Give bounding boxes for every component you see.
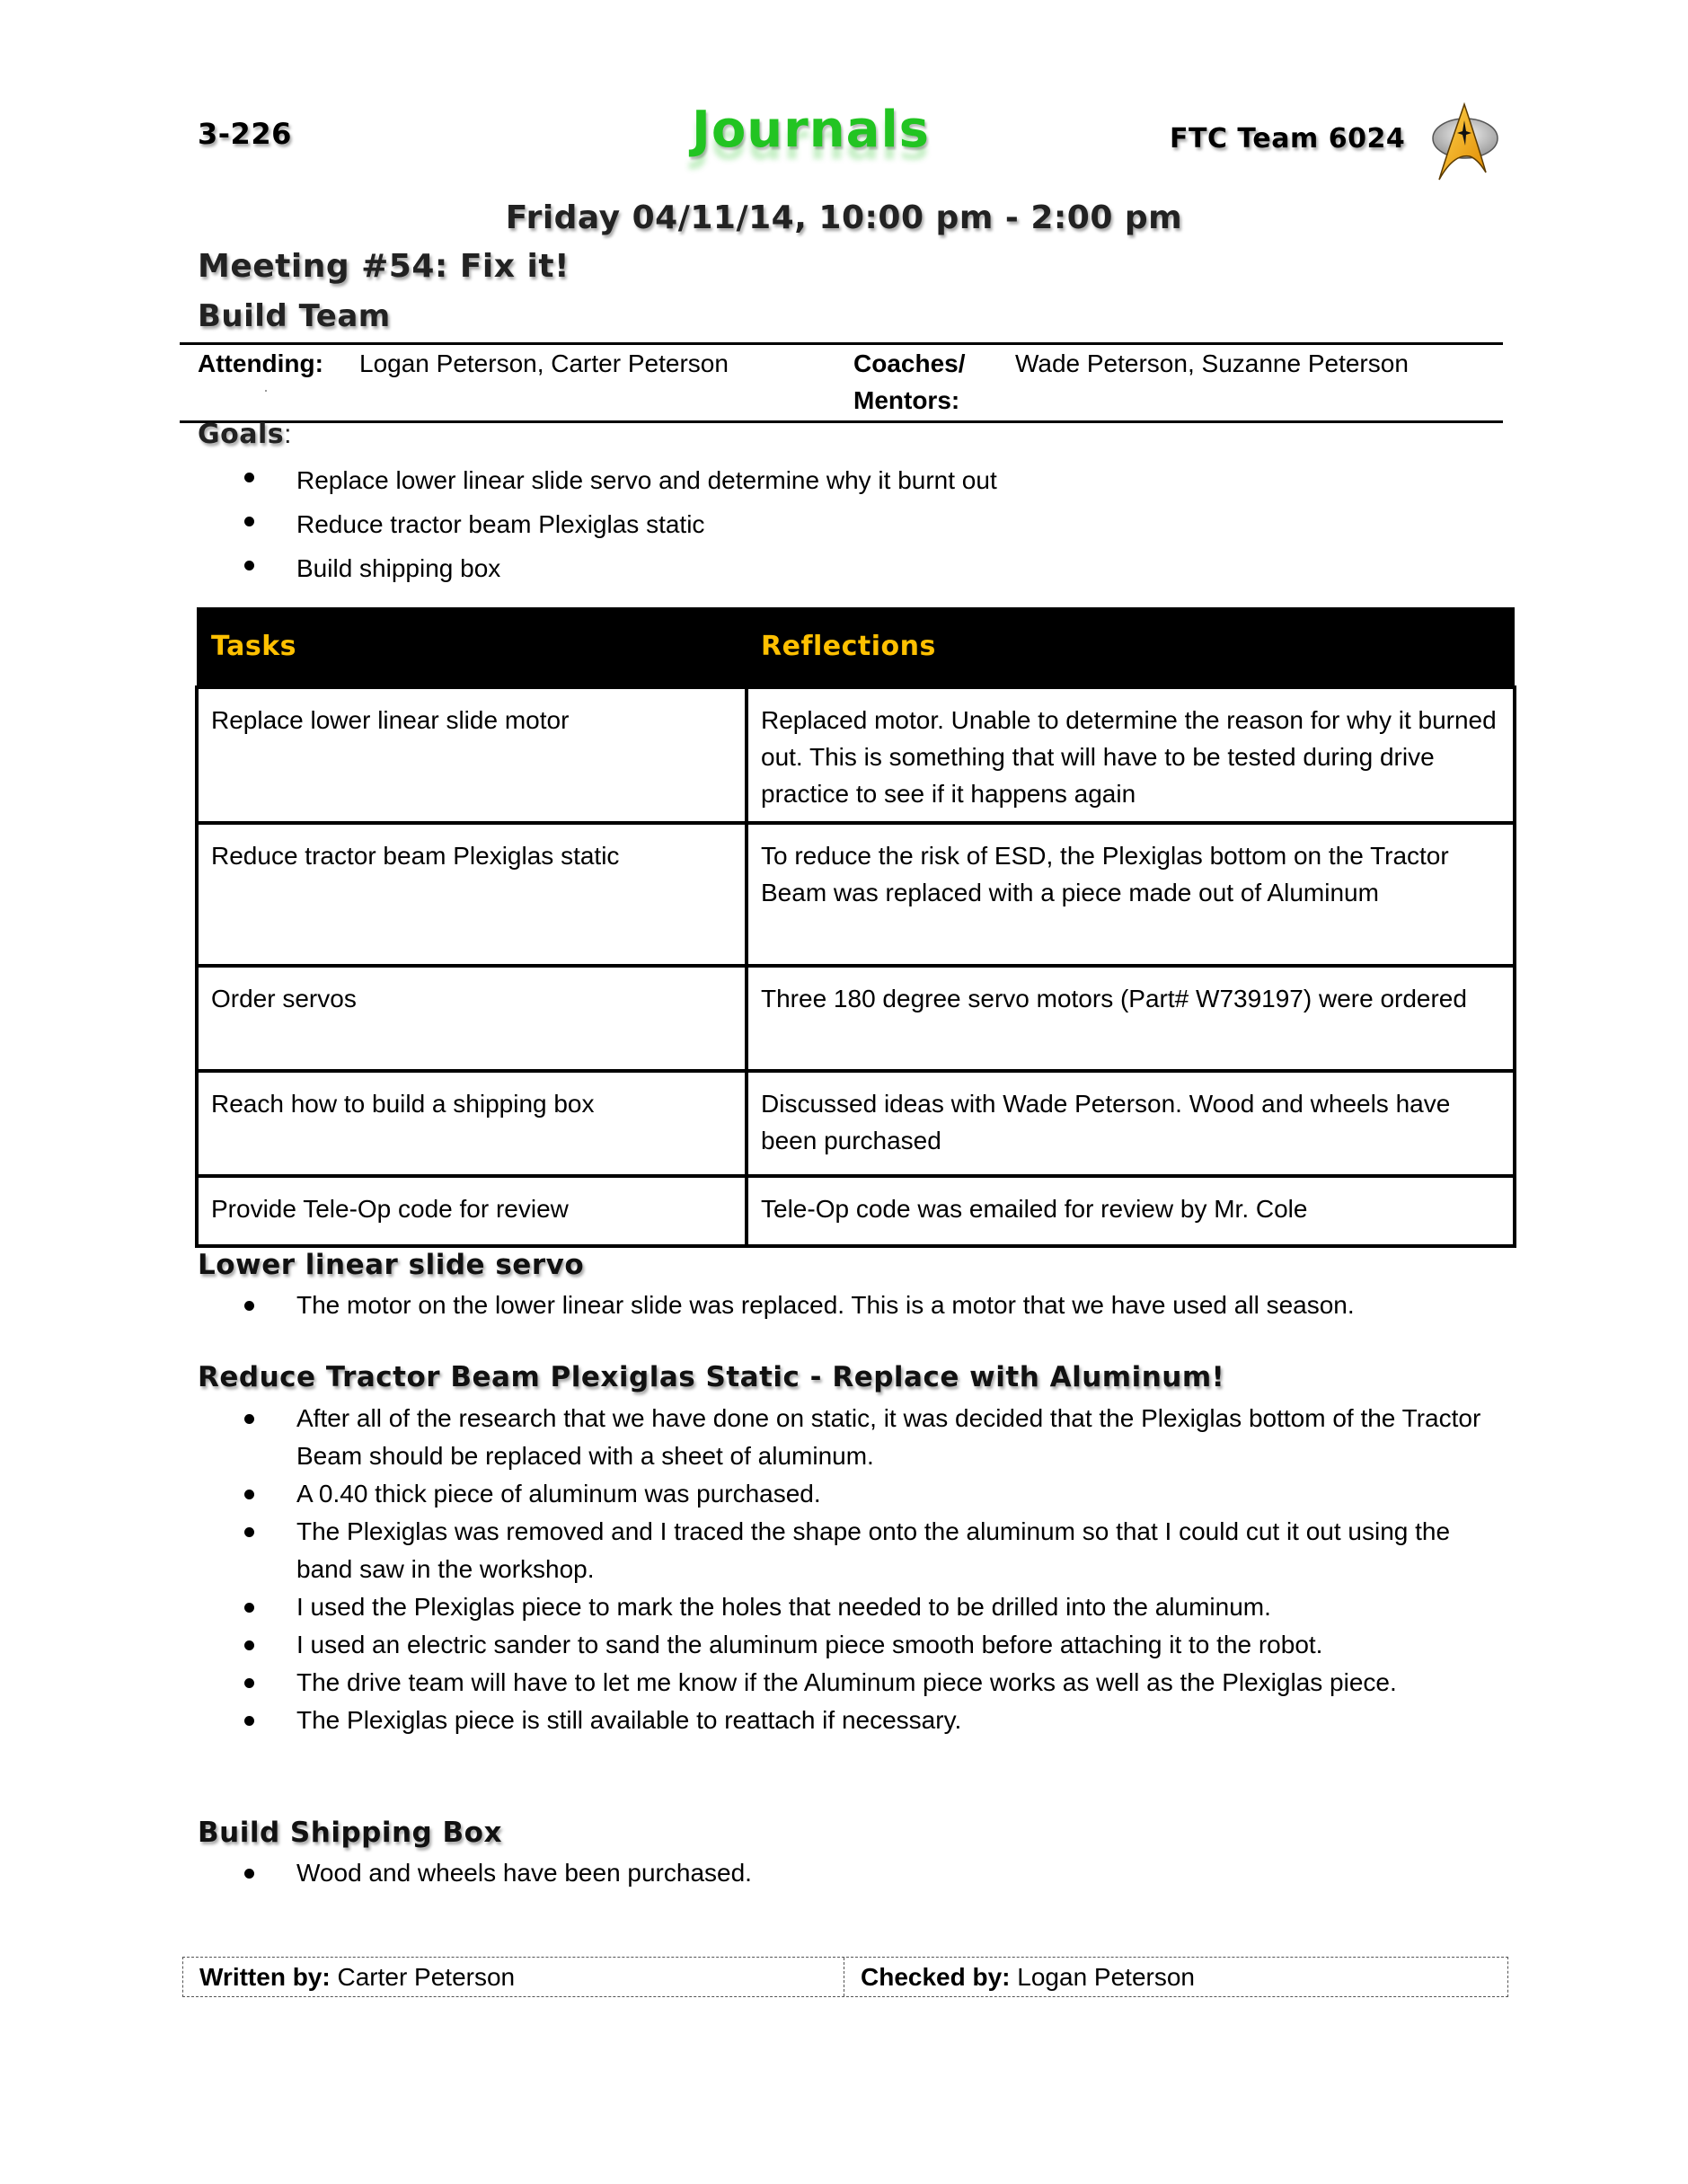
attending-value: Logan Peterson, Carter Peterson — [359, 349, 729, 377]
column-header-reflections: Reflections — [747, 607, 1515, 687]
written-by-value: Carter Peterson — [337, 1963, 516, 1991]
attendance-block — [180, 342, 1503, 423]
table-row — [197, 1176, 1515, 1246]
goals-list — [198, 458, 1500, 590]
task-cell: Provide Tele-Op code for review — [197, 1176, 747, 1246]
bullet-icon — [244, 1301, 254, 1311]
bullet-icon — [244, 561, 254, 570]
checked-by-label: Checked by: — [861, 1963, 1011, 1991]
list-item-text: I used an electric sander to sand the aluminum piece smooth before attaching it to the robot. — [296, 1631, 1323, 1658]
list-item — [198, 1400, 1509, 1475]
bullet-icon — [244, 473, 254, 482]
room-number: 3-226 — [198, 117, 292, 151]
table-row — [197, 966, 1515, 1071]
tasks-reflections-table — [195, 607, 1516, 1248]
list-item-text: The Plexiglas piece is still available to reattach if necessary. — [296, 1706, 962, 1734]
signature-footer — [182, 1957, 1508, 1997]
stray-dot — [265, 390, 267, 392]
list-item-text: After all of the research that we have done on static, it was decided that the Plexiglas bottom of the Tractor Beam should be replaced with a sheet of aluminum. — [296, 1404, 1481, 1470]
coaches-label-line2: Mentors: — [853, 386, 960, 414]
section-list-lower-linear-slide — [198, 1287, 1509, 1324]
coaches-value: Wade Peterson, Suzanne Peterson — [1015, 349, 1409, 377]
bullet-icon — [244, 1603, 254, 1613]
written-by-cell — [183, 1958, 844, 1996]
meeting-date: Friday 04/11/14, 10:00 pm - 2:00 pm — [505, 199, 1183, 236]
goal-item — [198, 502, 1500, 546]
goals-heading — [198, 419, 292, 450]
team-subheading: Build Team — [198, 298, 391, 334]
bullet-icon — [244, 1869, 254, 1879]
bullet-icon — [244, 1716, 254, 1726]
reflection-cell: Three 180 degree servo motors (Part# W739197) were ordered — [747, 966, 1515, 1071]
task-cell: Reduce tractor beam Plexiglas static — [197, 823, 747, 966]
list-item-text: Wood and wheels have been purchased. — [296, 1859, 752, 1887]
team-name: FTC Team 6024 — [1170, 123, 1406, 155]
table-header-row — [197, 607, 1515, 687]
bullet-icon — [244, 1414, 254, 1424]
table-row — [197, 823, 1515, 966]
goal-item — [198, 546, 1500, 590]
attending-label: Attending: — [198, 349, 323, 377]
task-cell: Order servos — [197, 966, 747, 1071]
reflection-cell: Tele-Op code was emailed for review by Mr. Cole — [747, 1176, 1515, 1246]
section-list-shipping-box — [198, 1854, 1509, 1892]
bullet-icon — [244, 517, 254, 526]
starfleet-delta-insignia-icon — [1430, 101, 1502, 181]
list-item-text: The Plexiglas was removed and I traced the shape onto the aluminum so that I could cut it out using the band saw in the workshop. — [296, 1517, 1451, 1583]
list-item-text: A 0.40 thick piece of aluminum was purchased. — [296, 1480, 821, 1508]
list-item-text: The drive team will have to let me know if the Aluminum piece works as well as the Plexiglas piece. — [296, 1668, 1397, 1696]
list-item — [198, 1626, 1509, 1664]
goals-heading-colon: : — [284, 420, 292, 449]
table-row — [197, 687, 1515, 823]
goal-item — [198, 458, 1500, 502]
written-by-label: Written by: — [199, 1963, 331, 1991]
task-cell: Reach how to build a shipping box — [197, 1071, 747, 1176]
goal-text: Build shipping box — [296, 554, 501, 582]
document-title: Journals — [692, 101, 930, 159]
table-row — [197, 1071, 1515, 1176]
reflection-cell: Replaced motor. Unable to determine the reason for why it burned out. This is something that will have to be tested during drive practice to see if it happens again — [747, 687, 1515, 823]
task-cell: Replace lower linear slide motor — [197, 687, 747, 823]
meeting-title: Meeting #54: Fix it! — [198, 248, 570, 285]
list-item — [198, 1664, 1509, 1702]
column-header-tasks: Tasks — [197, 607, 747, 687]
section-heading-lower-linear-slide: Lower linear slide servo — [198, 1249, 585, 1281]
bullet-icon — [244, 1527, 254, 1537]
bullet-icon — [244, 1678, 254, 1688]
goal-text: Reduce tractor beam Plexiglas static — [296, 510, 705, 538]
checked-by-cell — [844, 1958, 1507, 1996]
goals-heading-text: Goals — [198, 419, 285, 450]
bullet-icon — [244, 1490, 254, 1499]
section-heading-shipping-box: Build Shipping Box — [198, 1817, 502, 1849]
list-item — [198, 1702, 1509, 1739]
bullet-icon — [244, 1640, 254, 1650]
list-item-text: The motor on the lower linear slide was replaced. This is a motor that we have used all season. — [296, 1291, 1355, 1319]
list-item — [198, 1854, 1509, 1892]
reflection-cell: Discussed ideas with Wade Peterson. Wood and wheels have been purchased — [747, 1071, 1515, 1176]
list-item — [198, 1513, 1509, 1588]
coaches-label — [853, 345, 988, 419]
reflection-cell: To reduce the risk of ESD, the Plexiglas bottom on the Tractor Beam was replaced with a piece made out of Aluminum — [747, 823, 1515, 966]
list-item — [198, 1475, 1509, 1513]
list-item-text: I used the Plexiglas piece to mark the holes that needed to be drilled into the aluminum. — [296, 1593, 1271, 1621]
list-item — [198, 1588, 1509, 1626]
section-heading-tractor-beam: Reduce Tractor Beam Plexiglas Static - Replace with Aluminum! — [198, 1361, 1225, 1393]
checked-by-value: Logan Peterson — [1017, 1963, 1195, 1991]
goal-text: Replace lower linear slide servo and determine why it burnt out — [296, 466, 997, 494]
section-list-tractor-beam — [198, 1400, 1509, 1739]
list-item — [198, 1287, 1509, 1324]
coaches-label-line1: Coaches/ — [853, 349, 966, 377]
